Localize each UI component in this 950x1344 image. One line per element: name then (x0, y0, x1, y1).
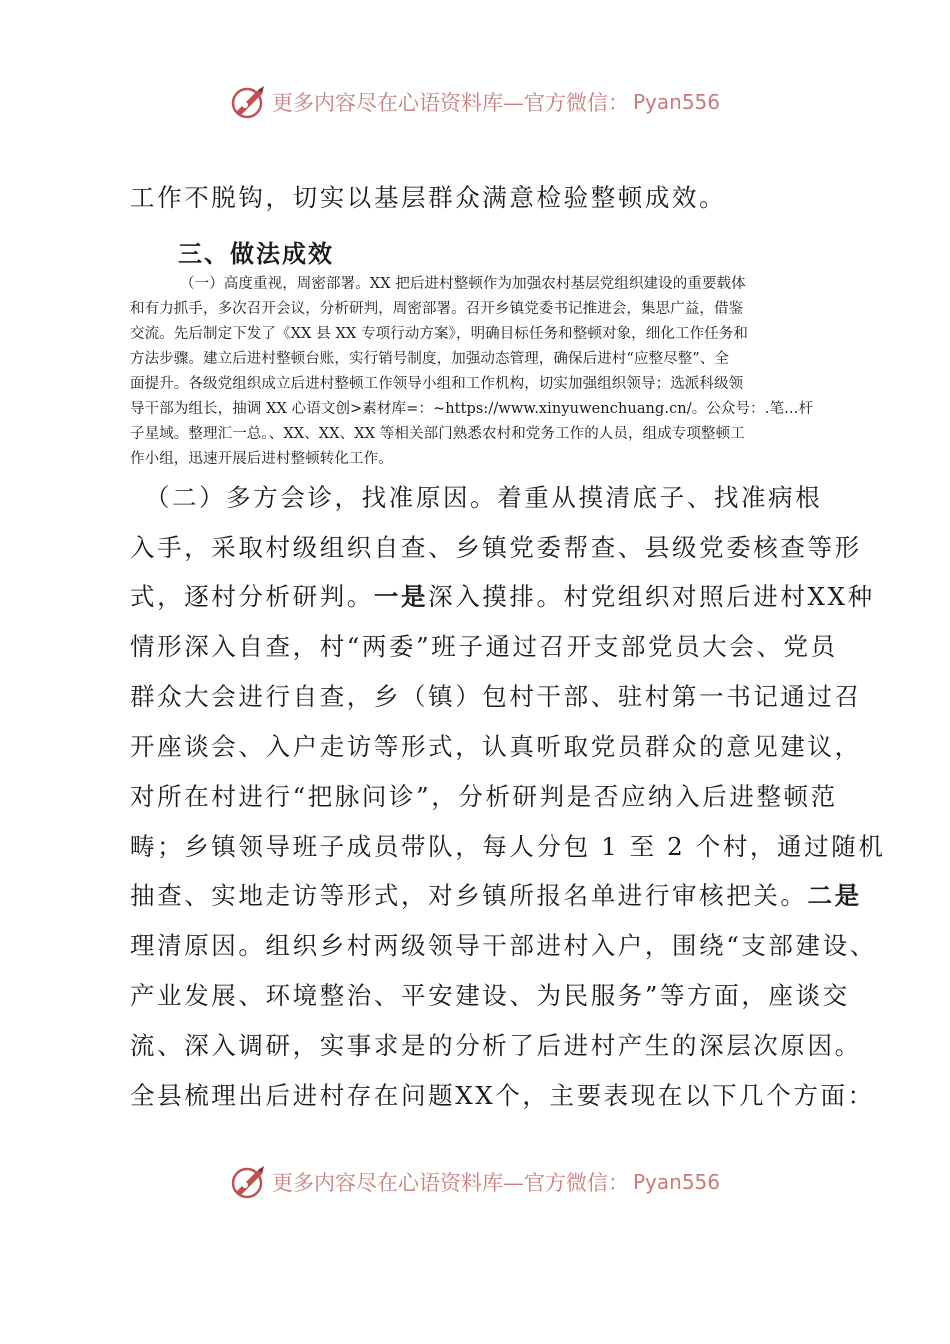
paragraph-line: 群众大会进行自查，乡（镇）包村干部、驻村第一书记通过召 (130, 682, 862, 711)
small-text-paragraph (130, 272, 830, 472)
small-line: 方法步骤。建立后进村整顿台账，实行销号制度，加强动态管理，确保后进村“应整尽整”、全 (130, 351, 730, 367)
small-line: （一）高度重视，周密部署。XX 把后进村整顿作为加强农村基层党组织建设的重要载体 (180, 276, 746, 292)
paragraph-line: 流、深入调研，实事求是的分析了后进村产生的深层次原因。 (130, 1031, 862, 1060)
small-line: 作小组，迅速开展后进村整顿转化工作。 (130, 451, 393, 467)
paragraph-line: 畴；乡镇领导班子成员带队，每人分包 1 至 2 个村，通过随机 (130, 832, 886, 861)
small-line: 子星域。整理汇一总。、XX、XX、XX 等相关部门熟悉农村和党务工作的人员，组成专项整顿工 (130, 426, 745, 442)
paragraph-line: 工作不脱钩，切实以基层群众满意检验整顿成效。 (130, 183, 727, 212)
watermark-id: Pyan556 (633, 90, 721, 114)
paragraph-line: 情形深入自查，村“两委”班子通过召开支部党员大会、党员 (130, 632, 838, 661)
bold-marker-first: 一是 (373, 582, 429, 611)
watermark-text: 更多内容尽在心语资料库—官方微信： (272, 91, 629, 115)
watermark-footer (228, 1162, 720, 1202)
bold-marker-second: 二是 (807, 881, 862, 910)
watermark-id: Pyan556 (633, 1170, 721, 1194)
paragraph-text: 式，逐村分析研判。 (130, 582, 374, 611)
paragraph-text: 抽查、实地走访等形式，对乡镇所报名单进行审核把关。 (130, 881, 808, 910)
watermark-header (228, 82, 720, 122)
paragraph-text: 深入摸排。村党组织对照后进村XX种 (428, 582, 875, 611)
watermark-text: 更多内容尽在心语资料库—官方微信： (272, 1171, 629, 1195)
paragraph-line (130, 582, 875, 611)
pen-logo-icon (228, 1162, 268, 1202)
small-line: 和有力抓手，多次召开会议，分析研判，周密部署。召开乡镇党委书记推进会，集思广益，借鉴 (130, 301, 744, 317)
paragraph-line: （二）多方会诊，找准原因。着重从摸清底子、找准病根 (130, 483, 823, 512)
paragraph-line: 入手，采取村级组织自查、乡镇党委帮查、县级党委核查等形 (130, 533, 862, 562)
small-line: 交流。先后制定下发了《XX 县 XX 专项行动方案》，明确目标任务和整顿对象，细化工作任务和 (130, 326, 748, 342)
paragraph-line: 开座谈会、入户走访等形式，认真听取党员群众的意见建议， (130, 732, 862, 761)
small-line: 导干部为组长，抽调 XX 心语文创>素材库=：~https://www.xinyuwenchuang.cn/。公众号：.笔…杆 (130, 401, 814, 417)
small-line: 面提升。各级党组织成立后进村整顿工作领导小组和工作机构，切实加强组织领导；选派科级领 (130, 376, 744, 392)
paragraph-line (130, 881, 862, 910)
paragraph-line: 对所在村进行“把脉问诊”，分析研判是否应纳入后进整顿范 (130, 782, 838, 811)
paragraph-line: 全县梳理出后进村存在问题XX个，主要表现在以下几个方面： (130, 1081, 875, 1110)
paragraph-line: 产业发展、环境整治、平安建设、为民服务”等方面，座谈交 (130, 981, 850, 1010)
paragraph-line: 理清原因。组织乡村两级领导干部进村入户，围绕“支部建设、 (130, 931, 877, 960)
pen-logo-icon (228, 82, 268, 122)
section-heading: 三、做法成效 (178, 240, 334, 268)
